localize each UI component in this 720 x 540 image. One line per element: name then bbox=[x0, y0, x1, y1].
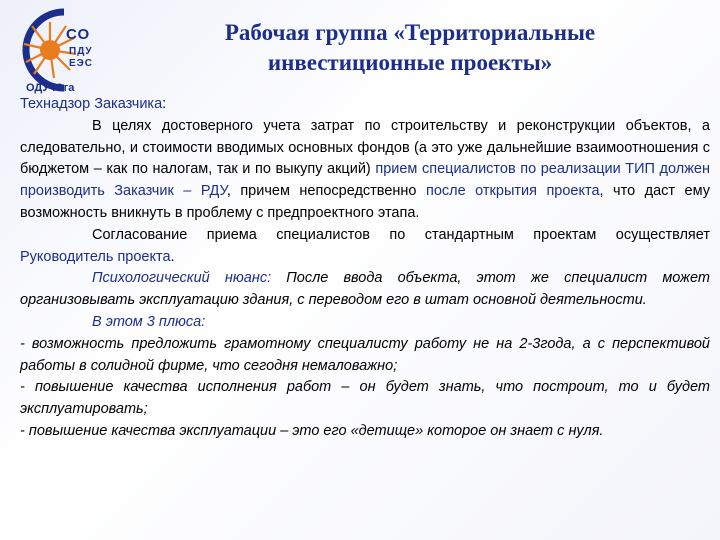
paragraph-3-label: Психологический нюанс: bbox=[92, 270, 272, 287]
paragraph-1-a: В целях достоверного учета затрат по строительству и реконструкции объектов, а следовательно, и стоимости вводимых основных фондов (а это уже дальнейшие взаимоотношения с бюджетом – как по налогам, так и по выкупу акций) bbox=[20, 117, 710, 178]
logo-text-pdu: ПДУ bbox=[69, 46, 93, 57]
logo-text-ees: ЕЭС bbox=[69, 58, 94, 69]
section-heading-colon: : bbox=[162, 96, 167, 112]
paragraph-1 bbox=[20, 116, 710, 225]
paragraph-2-c: . bbox=[170, 248, 175, 265]
slide-body bbox=[20, 94, 710, 443]
bullet-3: - повышение качества эксплуатации – это его «детище» которое он знает с нуля. bbox=[20, 422, 604, 439]
section-heading bbox=[20, 94, 710, 116]
logo-caption: ОДУ Юга bbox=[26, 82, 75, 94]
bullet-1: - возможность предложить грамотному специалисту работу не на 2-3года, а с перспективой работы в солидной фирме, что сегодня немаловажно; bbox=[20, 335, 710, 374]
paragraph-1-c: , причем непосредственно bbox=[226, 183, 426, 200]
paragraph-2-highlight: Руководитель проекта bbox=[20, 248, 171, 265]
slide-title-line1: Рабочая группа «Территориальные bbox=[224, 20, 596, 45]
bullet-2: - повышение качества исполнения работ – он будет знать, что построит, то и будет эксплуатировать; bbox=[20, 379, 710, 418]
slide-title bbox=[150, 18, 670, 78]
paragraph-2 bbox=[20, 225, 710, 269]
company-logo bbox=[6, 4, 122, 96]
paragraph-3-text: После ввода объекта, этот же специалист может организовывать эксплуатацию здания, с переводом его в штат основной деятельности. bbox=[20, 270, 710, 309]
paragraph-3 bbox=[20, 268, 710, 312]
logo-text-co: СО bbox=[66, 26, 91, 43]
paragraph-1-e: , что даст ему возможность вникнуть в проблему с предпроектного этапа. bbox=[20, 183, 710, 221]
paragraph-1-highlight-1: прием специалистов по реализации ТИП должен производить Заказчик – РДУ bbox=[20, 161, 710, 200]
paragraph-2-a: Согласование приема специалистов по стандартным проектам осуществляет bbox=[92, 226, 710, 243]
slide-title-line2: инвестиционные проекты» bbox=[267, 50, 553, 75]
section-heading-text: Технадзор Заказчика bbox=[20, 96, 163, 112]
paragraph-4: В этом 3 плюса: bbox=[92, 313, 206, 330]
paragraph-1-highlight-2: после открытия проекта bbox=[425, 183, 600, 200]
